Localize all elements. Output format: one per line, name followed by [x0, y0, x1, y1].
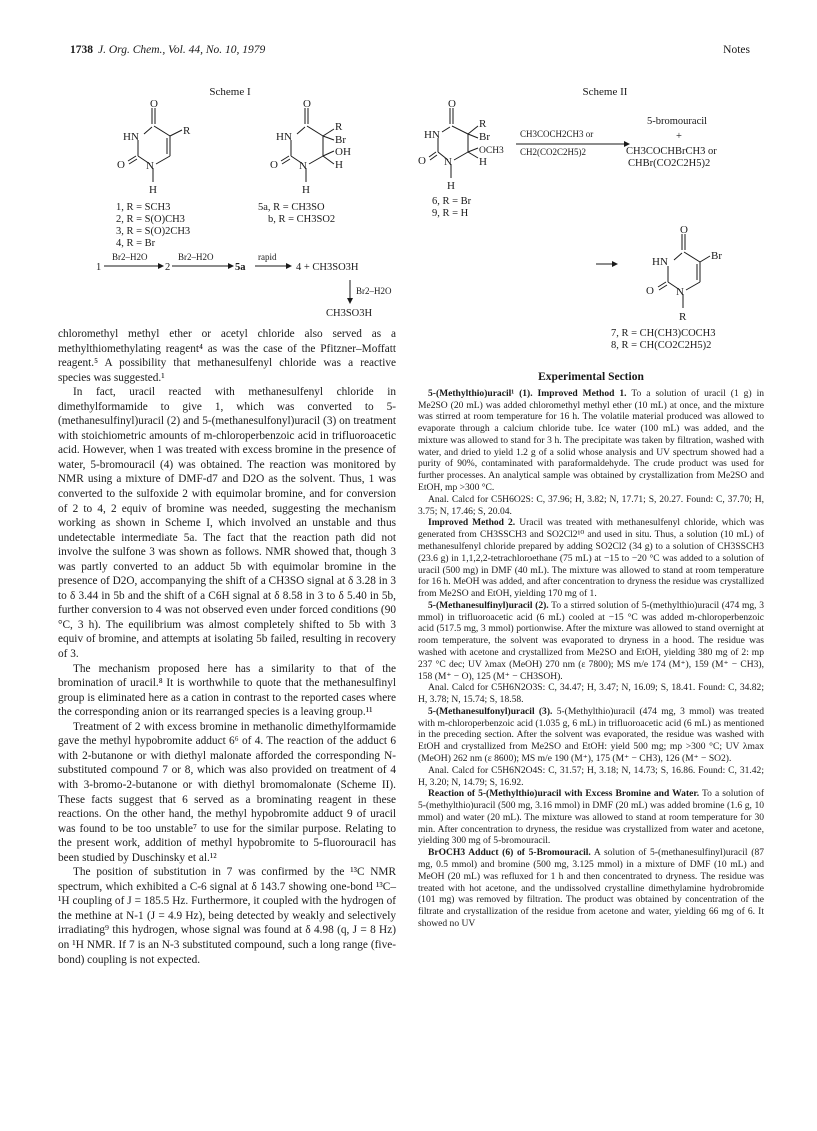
atom-h: H: [479, 156, 487, 168]
paragraph: [418, 847, 764, 929]
journal-citation: J. Org. Chem., Vol. 44, No. 10, 1979: [98, 44, 266, 56]
atom-r: R: [679, 311, 687, 323]
paragraph: [418, 788, 764, 847]
paragraph-body: Anal. Calcd for C5H6N2O3S: C, 34.47; H, 3.47; N, 16.09; S, 18.41. Found: C, 34.82; H, 3.78; N, 15.74; S, 18.58.: [418, 682, 764, 706]
scheme-2-diagram: [416, 98, 766, 351]
paragraph-heading: 5-(Methanesulfonyl)uracil (3).: [428, 705, 553, 717]
paragraph-body: Uracil was treated with methanesulfenyl chloride, which was generated from CH3SSCH3 and SO2Cl2¹⁰ and used in situ. Thus, a solution (10 mL) of methanesulfenyl chloride prepared by adding SO2Cl2 (34 g) to a solution of CH3SSCH3 (23.6 g) in 1,1,2,2-tetrachloroethane (75 mL) at −15 to −20 °C was added to a solution of uracil (500 mg) in DMF (40 mL). The mixture was allowed to stand at room temperature for 16 h. MeOH was added, and after concentration to dryness the residue was crystallized from Me2SO and EtOH, yielding 170 mg of 1.: [418, 517, 765, 600]
atom-r: R: [479, 118, 487, 130]
section-heading: Experimental Section: [538, 371, 644, 383]
compound-label: 7, R = CH(CH3)COCH3: [611, 328, 716, 339]
paragraph: The mechanism proposed here has a similarity to that of the bromination of uracil.⁸ It is worthwhile to quote that the methanesulfinyl group is eliminated here as a cation in contrast to the reported cases where the corresponding anion or its rearranged species is a leaving group.¹¹: [58, 662, 396, 719]
reagent: Br2–H2O: [178, 252, 214, 262]
paragraph: [418, 388, 764, 494]
compound-label: 4, R = Br: [116, 238, 156, 249]
atom-och3: OCH3: [479, 146, 504, 156]
atom-o: O: [448, 98, 456, 110]
paragraph-heading: BrOCH3 Adduct (6) of 5-Bromouracil.: [428, 847, 591, 859]
final-product: CH3SO3H: [326, 308, 373, 319]
paragraph-body: To a stirred solution of 5-(methylthio)uracil (474 mg, 3 mmol) in trifluoroacetic acid (6 mL) cooled at −15 °C was added m-chloroperbenzoic acid (517.5 mg, 3 mmol) portionwise. After the mixture was allowed to stand overnight at room temperature, the solvent was evaporated to dryness in a hood. The residue was washed with acetone and crystallized from Me2SO and EtOH, yielding 380 mg of 2: mp 237 °C dec; UV λmax (MeOH) 270 nm (ε 7800); MS m/e 174 (M⁺), 159 (M⁺ − CH3), 158 (M⁺ − O), 125 (M⁺ − CH3SOH).: [418, 599, 764, 682]
paragraph: [418, 682, 764, 706]
atom-oh: OH: [335, 146, 351, 158]
paragraph-body: To a solution of uracil (1 g) in Me2SO (20 mL) was added chloromethyl methyl ether (10 mL) at once, and the mixture was stirred at room temperature for 16 h. The volatile material produced was allowed to evaporate through a calcium chloride tube. Ice water (100 mL) was added, and the mixture was allowed to stand for 3 h. The precipitate was taken by filtration, washed with water, and dried to yield 1.2 g of a solid whose analysis and UV spectrum showed had a purity of 90%, contaminated with paraformaldehyde. The crude product was used for further processes. An analytical sample was obtained by crystallization from Me2SO and EtOH, mp >300 °C.: [418, 387, 765, 494]
plus-sign: +: [676, 131, 682, 142]
compound-label: 8, R = CH(CO2C2H5)2: [611, 340, 712, 351]
atom-r: R: [335, 121, 343, 133]
paragraph-body: 5-(Methylthio)uracil (474 mg, 3 mmol) was treated with m-chloroperbenzoic acid (1.035 g, 6 mL) in trifluoroacetic acid (6 mL) as mentioned in the preceding section. After the solvent was evaporated, the residue was washed with EtOH and crystallized from Me2SO and EtOH: yield 500 mg; mp >300 °C; UV λmax (MeOH) 262 nm (ε 8600); MS m/e 190 (M⁺), 175 (M⁺ − CH3), 126 (M⁺ − SO2).: [418, 705, 764, 764]
compound-label: 5a, R = CH3SO: [258, 202, 325, 213]
atom-h: H: [302, 184, 310, 196]
atom-hn: HN: [652, 256, 668, 268]
atom-h: H: [447, 180, 455, 192]
reagent: rapid: [258, 252, 277, 262]
compound-label: 1, R = SCH3: [116, 202, 171, 213]
paragraph-heading: 5-(Methanesulfinyl)uracil (2).: [428, 599, 549, 611]
paragraph-body: A solution of 5-(methanesulfinyl)uracil (87 mg, 0.5 mmol) and bromine (500 mg, 3.125 mmol) in a mixture of DMF (10 mL) and MeOH (20 mL) was refluxed for 1 h and then concentrated to dryness. The residue was treated with hot acetone, and the undissolved crystalline dimethylamine hydrobromide (101 mg) was removed by filtration. The product was obtained by concentration of the filtrate and crystallization of the residue from acetone and water, yielding 66 mg of 6. It showed no UV: [418, 847, 764, 929]
paragraph: [418, 706, 764, 765]
atom-r: R: [183, 125, 191, 137]
paragraph: [418, 600, 764, 682]
paragraph: In fact, uracil reacted with methanesulfenyl chloride in dimethylformamide to give 1, which was converted to 5-(methanesulfinyl)uracil (2) and 5-(methanesulfonyl)uracil (3) on treatment with stoichiometric amounts of m-chloroperbenzoic acid in trifluoroacetic acid. However, when 1 was treated with excess bromine in the presence of water, 5-bromouracil (4) was obtained. The reaction was monitored by NMR using a mixture of DMF-d7 and D2O as the solvent. Thus, 1 was converted to the sulfoxide 2 with equimolar bromine, and for conversion of 2 to 4, 2 equiv of bromine was needed, suggesting the mechanism working as shown in Scheme I, which involved an unstable and thus undetectable intermediate 5a. The fact that the reaction path did not involve the sulfone 3 was shown as follows. NMR showed that, though 3 was partly converted to an adduct 5b with equimolar bromine in the presence of D2O, accompanying the shift of a CH3SO signal at δ 3.28 in 3 to δ 3.44 in 5b and the shift of a C6H signal at δ 8.58 in 3 to δ 5.40 in 5b, further conversion to 4 was not observed even under forced conditions (90 °C, 3 h). The equilibrium was almost completely shifted to 5b with 3 equiv of bromine, and attempts at isolating 5b failed, resulting in recovery of 3.: [58, 386, 396, 661]
atom-o: O: [680, 224, 688, 236]
atom-n: N: [146, 160, 154, 172]
page-number: 1738: [70, 44, 93, 56]
compound-label: 2, R = S(O)CH3: [116, 214, 185, 225]
product: CHBr(CO2C2H5)2: [628, 158, 711, 169]
paragraph: [418, 765, 764, 789]
compound-number: 1: [96, 262, 102, 273]
atom-hn: HN: [424, 129, 440, 141]
atom-br: Br: [711, 250, 722, 262]
atom-o: O: [303, 98, 311, 110]
paragraph-heading: Improved Method 2.: [428, 517, 516, 529]
atom-o: O: [646, 285, 654, 297]
scheme-1-diagram: [90, 98, 400, 323]
paragraph: Treatment of 2 with excess bromine in methanolic dimethylformamide gave the methyl hypobromite adduct 6⁶ of 4. The reaction of the adduct 6 with 2-butanone or with diethyl malonate afforded the corresponding N-substituted compound 7 or 8, which was also provided on treatment of 4 with 3-bromo-2-butanone or with diethyl bromomalonate (Scheme II). These facts suggest that 6 served as a brominating reagent in these reactions. On the other hand, the methyl hypobromite adduct 9 of uracil was found to be too unstable⁷ to use for the similar purpose. Relating to the present work, addition of methyl hypobromite to 5-fluorouracil has been studied by Duschinsky et al.¹²: [58, 720, 396, 864]
paragraph-body: Anal. Calcd for C5H6O2S: C, 37.96; H, 3.82; N, 17.71; S, 20.27. Found: C, 37.70; H, 3.75; N, 17.46; S, 20.04.: [418, 493, 764, 517]
reagent: CH2(CO2C2H5)2: [520, 147, 587, 157]
paragraph: [418, 517, 764, 599]
paragraph-body: To a solution of 5-(methylthio)uracil (500 mg, 3.16 mmol) in DMF (20 mL) was added bromine (1.6 g, 10 mmol) and water (20 mL). The mixture was allowed to stand at room temperature for 30 min. After concentration to dryness, the residue was crystallized from water and acetone, yielding 300 mg of 5-bromouracil.: [418, 788, 764, 847]
atom-hn: HN: [123, 131, 139, 143]
product: CH3COCHBrCH3 or: [626, 146, 717, 157]
atom-br: Br: [335, 134, 346, 146]
experimental-section: [418, 372, 764, 930]
atom-o: O: [418, 155, 426, 167]
left-column-text: [58, 327, 396, 967]
paragraph: chloromethyl methyl ether or acetyl chloride also served as a methylthiomethylating reagent⁴ as was the case of the Pfitzner–Moffatt reagent.⁵ A possibility that methanesulfenyl chloride was a reactive species was suggested.¹: [58, 328, 396, 384]
compound-label: 9, R = H: [432, 208, 469, 219]
reagent: Br2–H2O: [356, 286, 392, 296]
compound-number: 2: [165, 262, 171, 273]
compound-label: 3, R = S(O)2CH3: [116, 226, 191, 237]
atom-hn: HN: [276, 131, 292, 143]
product: 5-bromouracil: [647, 116, 708, 127]
products: 4 + CH3SO3H: [296, 262, 359, 273]
paragraph-body: Anal. Calcd for C5H6N2O4S: C, 31.57; H, 3.18; N, 14.73; S, 16.86. Found: C, 31.42; H, 3.20; N, 14.79; S, 16.92.: [418, 764, 764, 788]
compound-number: 5a: [235, 262, 246, 273]
paragraph: [418, 494, 764, 518]
paragraph-heading: 5-(Methylthio)uracil¹ (1). Improved Method 1.: [428, 387, 627, 399]
running-header: [70, 44, 750, 60]
atom-n: N: [299, 160, 307, 172]
atom-o: O: [270, 159, 278, 171]
reagent: CH3COCH2CH3 or: [520, 129, 594, 139]
atom-o: O: [117, 159, 125, 171]
compound-label: 6, R = Br: [432, 196, 472, 207]
compound-label: b, R = CH3SO2: [268, 214, 336, 225]
section-name: Notes: [723, 44, 750, 56]
scheme-2-title: Scheme II: [582, 86, 628, 98]
atom-h: H: [149, 184, 157, 196]
atom-br: Br: [479, 131, 490, 143]
atom-o: O: [150, 98, 158, 110]
atom-n: N: [676, 286, 684, 298]
reagent: Br2–H2O: [112, 252, 148, 262]
paragraph-heading: Reaction of 5-(Methylthio)uracil with Excess Bromine and Water.: [428, 788, 700, 800]
scheme-1-title: Scheme I: [209, 86, 251, 98]
atom-h: H: [335, 159, 343, 171]
paragraph: The position of substitution in 7 was confirmed by the ¹³C NMR spectrum, which exhibited a C-6 signal at δ 143.7 showing one-bond ¹³C–¹H coupling of J = 185.5 Hz. Furthermore, it coupled with the hydrogen of the methine at N-1 (J = 4.9 Hz), being detected by weakly and selectively irradiating⁹ this hydrogen, whose signal was found at δ 4.98 (q, J = 8 Hz) on ¹H NMR. If 7 is an N-3 substituted compound, such a long range (five-bond) coupling is not expected.: [58, 866, 396, 966]
atom-n: N: [444, 156, 452, 168]
